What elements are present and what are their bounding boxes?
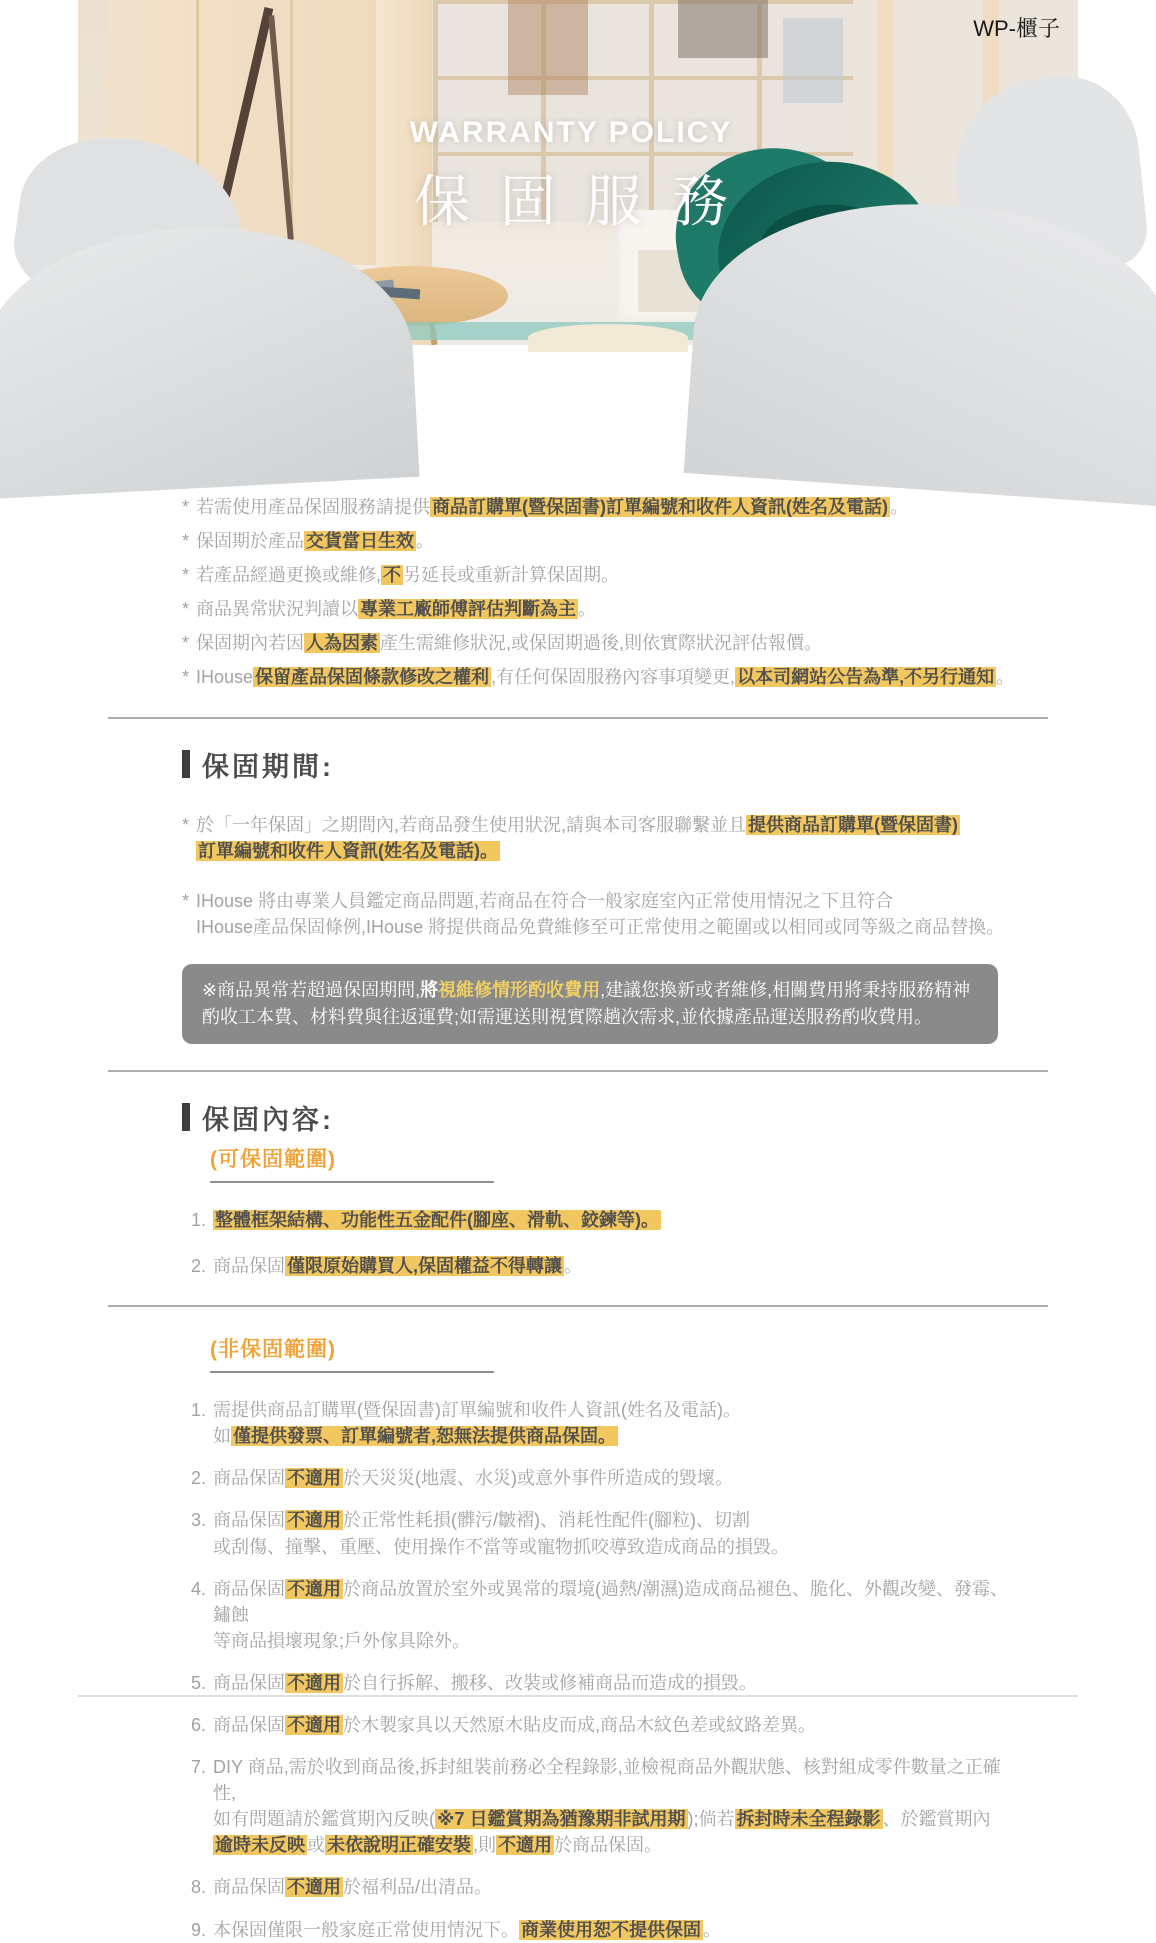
list-item-line — [213, 1253, 582, 1279]
list-marker: 7. — [191, 1757, 207, 1778]
highlighted-text: 交貨當日生效 — [306, 531, 415, 552]
list-item-body — [196, 630, 822, 656]
highlighted-text: 提供商品訂購單(暨保固書) — [748, 814, 959, 835]
text-segment: IHouse — [196, 667, 254, 688]
list-item-body — [196, 494, 908, 520]
text-segment: 商品異常狀況判讀以 — [196, 599, 359, 620]
target-list — [182, 494, 1018, 691]
list-item — [191, 1712, 1018, 1738]
highlighted-text: 整體框架結構、功能性五金配件(腳座、滑軌、鉸鍊等)。 — [215, 1209, 660, 1230]
list-item-line — [196, 838, 960, 864]
highlighted-text: 以本司網站公告為準,不另行通知 — [737, 667, 995, 688]
list-marker: 2. — [191, 1468, 207, 1489]
highlighted-text: 商業使用恕不提供保固 — [521, 1919, 702, 1940]
list-item-line — [213, 1670, 757, 1696]
list-item-line — [213, 1423, 741, 1449]
highlighted-text: 不適用 — [287, 1578, 342, 1599]
text-segment: ,有任何保固服務內容事項變更, — [491, 667, 736, 688]
list-marker: 1. — [191, 1400, 207, 1421]
list-item — [182, 528, 1018, 554]
list-item-line — [213, 1465, 733, 1491]
list-item — [182, 494, 1018, 520]
list-item-line — [213, 1712, 816, 1738]
highlighted-text: 人為因素 — [306, 633, 379, 654]
list-item-line — [196, 888, 1004, 914]
list-item-line — [196, 528, 434, 554]
list-marker: * — [182, 890, 190, 911]
list-item — [191, 1754, 1018, 1858]
text-segment: 。 — [703, 1919, 722, 1940]
list-marker: * — [182, 633, 190, 654]
section-warranty-content — [78, 1098, 1078, 1279]
list-item-line — [196, 596, 596, 622]
text-segment: 於正常性耗損(髒污/皺褶)、消耗性配件(腳粒)、切割 — [343, 1510, 750, 1531]
text-segment: 商品保固 — [213, 1877, 286, 1898]
section-heading — [182, 1098, 1018, 1137]
list-marker: 8. — [191, 1877, 207, 1898]
highlighted-text: 不 — [383, 565, 402, 586]
list-item-line — [213, 1917, 721, 1943]
list-item — [182, 664, 1018, 690]
list-item-body — [213, 1917, 721, 1943]
list-item — [191, 1465, 1018, 1491]
highlighted-text: 逾時未反映 — [215, 1835, 306, 1856]
white-round-table — [528, 324, 688, 352]
text-segment: 、於鑑賞期內 — [882, 1809, 991, 1830]
text-segment: 於天災災(地震、水災)或意外事件所造成的毀壞。 — [343, 1468, 734, 1489]
text-segment: ,建議您換新或者維修,相關費用將秉持服務精神酌收工本費、材料費與往返運費;如需運送則視實際趟次需求,並依據產品運送服務酌收費用。 — [202, 979, 971, 1027]
text-segment: DIY 商品,需於收到商品後,拆封組裝前務必全程錄影,並檢視商品外觀狀態、核對組成零件數量之正確性, — [213, 1757, 1001, 1804]
text-segment: 將 — [420, 979, 439, 1000]
section-divider — [108, 1305, 1048, 1307]
highlighted-text: ※7 日鑑賞期為猶豫期非試用期 — [437, 1809, 686, 1830]
list-item-body — [213, 1507, 789, 1559]
list-item-line — [213, 1534, 789, 1560]
list-item-body — [213, 1253, 582, 1279]
list-item-line — [196, 812, 960, 838]
text-segment: IHouse 將由專業人員鑑定商品問題,若商品在符合一般家庭室內正常使用情況之下且符合 — [196, 890, 894, 911]
list-item — [191, 1253, 1018, 1279]
range-underline — [210, 1181, 494, 1183]
text-segment: 。 — [996, 667, 1015, 688]
list-marker: * — [182, 531, 190, 552]
heading-text: 保固期間: — [202, 751, 334, 782]
highlighted-text: 訂單編號和收件人資訊(姓名及電話)。 — [198, 840, 499, 861]
list-item-line — [213, 1628, 1018, 1654]
text-segment: 視維修情形酌收費用 — [438, 979, 601, 1000]
highlighted-text: 拆封時未全程錄影 — [736, 1809, 881, 1830]
hero-photo — [78, 0, 1078, 345]
highlighted-text: 不適用 — [287, 1672, 342, 1693]
text-segment: 。 — [416, 531, 435, 552]
section-heading — [182, 745, 1018, 784]
text-segment: 產生需維修狀況,或保固期過後,則依實際狀況評估報價。 — [380, 633, 823, 654]
glass-reflection — [508, 0, 588, 95]
list-item — [182, 888, 1018, 940]
text-segment: 商品保固 — [213, 1256, 286, 1277]
list-item — [191, 1917, 1018, 1943]
list-item — [182, 812, 1018, 864]
list-item-body — [196, 664, 1014, 690]
text-segment: 或刮傷、撞擊、重壓、使用操作不當等或寵物抓咬導致造成商品的損毀。 — [213, 1536, 790, 1557]
text-segment: 於自行拆解、搬移、改裝或修補商品而造成的損毀。 — [343, 1672, 758, 1693]
text-segment: 商品保固 — [213, 1672, 286, 1693]
text-segment: 於福利品/出清品。 — [343, 1877, 493, 1898]
list-item — [191, 1207, 1018, 1233]
highlighted-text: 商品訂購單(暨保固書)訂單編號和收件人資訊(姓名及電話) — [432, 497, 888, 517]
highlighted-text: 不適用 — [287, 1510, 342, 1531]
text-segment: 。 — [564, 1256, 583, 1277]
list-marker: * — [182, 814, 190, 835]
text-segment: 等商品損壞現象;戶外傢具除外。 — [213, 1630, 471, 1651]
list-item-line — [196, 494, 908, 520]
list-item-body — [196, 562, 619, 588]
list-item-body — [213, 1207, 661, 1233]
covered-list — [191, 1207, 1018, 1279]
list-marker: * — [182, 667, 190, 688]
text-segment: 商品保固 — [213, 1578, 286, 1599]
list-item — [182, 562, 1018, 588]
text-segment: 。 — [890, 497, 908, 517]
text-segment: 若需使用產品保固服務請提供 — [196, 497, 431, 517]
text-segment: 如 — [213, 1426, 232, 1447]
list-item-line — [213, 1576, 1018, 1628]
list-marker: * — [182, 497, 190, 517]
highlighted-text: 不適用 — [498, 1835, 553, 1856]
list-marker: 2. — [191, 1256, 207, 1277]
highlighted-text: 專業工廠師傅評估判斷為主 — [360, 599, 577, 620]
text-segment: 於商品保固。 — [554, 1835, 663, 1856]
range-underline — [210, 1371, 494, 1373]
text-segment: 於木製家具以天然原木貼皮而成,商品木紋色差或紋路差異。 — [343, 1714, 817, 1735]
text-segment: 於「一年保固」之期間內,若商品發生使用狀況,請與本司客服聯繫並且 — [196, 814, 747, 835]
list-marker: 5. — [191, 1672, 207, 1693]
section-divider — [108, 1070, 1048, 1072]
hero-title-block — [78, 116, 1064, 238]
list-marker: 4. — [191, 1578, 207, 1599]
list-item-body — [213, 1874, 492, 1900]
text-segment: 保固期內若因 — [196, 633, 305, 654]
list-marker: 1. — [191, 1209, 207, 1230]
list-item-body — [213, 1465, 733, 1491]
highlighted-text: 不適用 — [287, 1714, 342, 1735]
list-item-line — [196, 664, 1014, 690]
excluded-list — [191, 1397, 1018, 1943]
text-segment: ,則 — [473, 1835, 497, 1856]
text-segment: 如有問題請於鑑賞期內反映( — [213, 1809, 436, 1830]
list-item-line — [213, 1507, 789, 1533]
list-item — [191, 1576, 1018, 1654]
text-segment: 若產品經過更換或維修, — [196, 565, 382, 586]
list-item — [191, 1670, 1018, 1696]
text-segment: );倘若 — [687, 1809, 735, 1830]
text-segment: 商品保固 — [213, 1468, 286, 1489]
list-item-line — [196, 562, 619, 588]
section-excluded-range — [78, 1333, 1078, 1943]
list-item-line — [196, 914, 1004, 940]
section-warranty-period — [78, 745, 1078, 1044]
list-marker: 3. — [191, 1510, 207, 1531]
list-marker: 9. — [191, 1919, 207, 1940]
text-segment: 商品保固 — [213, 1714, 286, 1735]
text-segment: 或 — [307, 1835, 326, 1856]
list-item-line — [213, 1832, 1018, 1858]
hero-title-en: WARRANTY POLICY — [409, 116, 733, 149]
list-item-body — [213, 1712, 816, 1738]
heading-text: 保固內容: — [202, 1104, 334, 1135]
highlighted-text: 未依說明正確安裝 — [327, 1835, 472, 1856]
list-item-body — [213, 1397, 741, 1449]
glass-reflection — [783, 18, 843, 103]
list-item-line — [213, 1397, 741, 1423]
list-item-body — [196, 528, 434, 554]
text-segment: 另延長或重新計算保固期。 — [403, 565, 620, 586]
excluded-range-label: (非保固範圍) — [210, 1338, 336, 1362]
highlighted-text: 不適用 — [287, 1877, 342, 1898]
text-segment: 商品保固 — [213, 1510, 286, 1531]
section-divider — [108, 717, 1048, 719]
heading-bar — [182, 750, 190, 778]
list-item-line — [213, 1806, 1018, 1832]
hero-title-zh: 保固服務 — [414, 170, 758, 233]
list-item — [191, 1507, 1018, 1559]
text-segment: IHouse產品保固條例,IHouse 將提供商品免費維修至可正常使用之範圍或以相同或同等級之商品替換。 — [196, 916, 1005, 937]
list-item-body — [196, 596, 596, 622]
list-item-body — [213, 1576, 1018, 1654]
highlighted-text: 僅限原始購買人,保固權益不得轉讓 — [287, 1256, 563, 1277]
list-marker: * — [182, 599, 190, 620]
list-item — [182, 630, 1018, 656]
glass-reflection — [678, 0, 768, 58]
highlighted-text: 不適用 — [287, 1468, 342, 1489]
list-marker: 6. — [191, 1714, 207, 1735]
product-code-label: WP-櫃子 — [973, 16, 1060, 41]
text-segment: 。 — [578, 599, 597, 620]
text-segment: 本保固僅限一般家庭正常使用情況下。 — [213, 1919, 520, 1940]
period-list — [182, 812, 1018, 940]
list-item — [191, 1874, 1018, 1900]
highlighted-text: 保留產品保固條款修改之權利 — [255, 667, 490, 688]
list-item — [191, 1397, 1018, 1449]
text-segment: ※商品異常若超過保固期間, — [202, 979, 421, 1000]
covered-range-label: (可保固範圍) — [210, 1147, 336, 1171]
list-item-body — [196, 888, 1004, 940]
text-segment: 於商品放置於室外或異常的環境(過熱/潮濕)造成商品褪色、脆化、外觀改變、發霉、鏽蝕 — [213, 1578, 1009, 1625]
list-item-line — [213, 1207, 661, 1233]
list-item-line — [213, 1874, 492, 1900]
list-item-body — [213, 1754, 1018, 1858]
list-item-line — [213, 1754, 1018, 1806]
bottom-divider — [78, 1695, 1078, 1697]
list-item-body — [213, 1670, 757, 1696]
highlighted-text: 僅提供發票、訂單編號者,恕無法提供商品保固。 — [233, 1426, 617, 1447]
list-item-line — [196, 630, 822, 656]
text-segment: 保固期於產品 — [196, 531, 305, 552]
list-item-body — [196, 812, 960, 864]
over-warranty-note-box — [182, 964, 998, 1044]
list-marker: * — [182, 565, 190, 586]
list-item — [182, 596, 1018, 622]
heading-bar — [182, 1103, 190, 1131]
text-segment: 需提供商品訂購單(暨保固書)訂單編號和收件人資訊(姓名及電話)。 — [213, 1400, 741, 1421]
warranty-policy-page — [78, 0, 1078, 1940]
